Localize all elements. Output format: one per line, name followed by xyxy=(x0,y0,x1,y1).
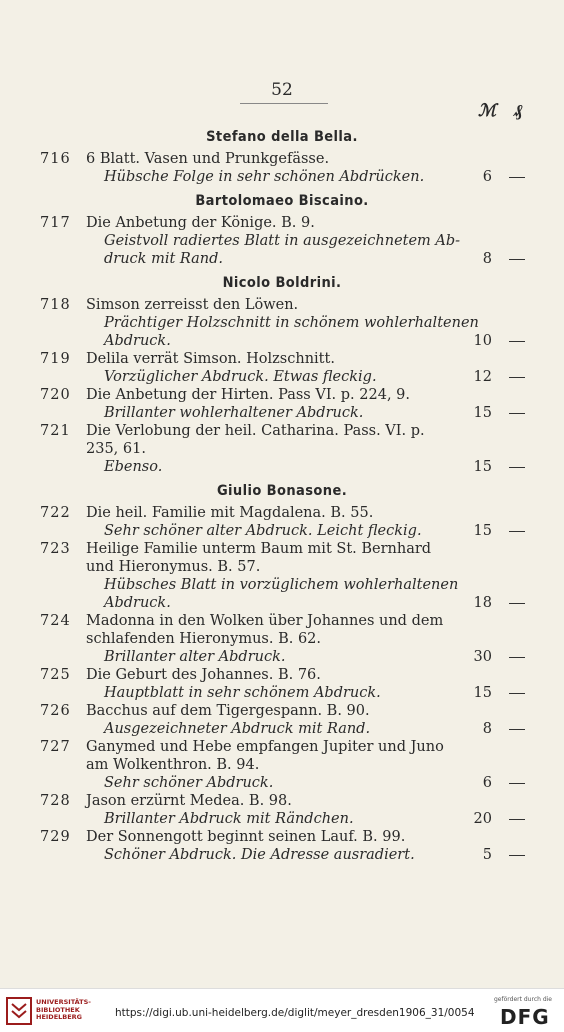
entry-line xyxy=(0,404,564,422)
price-marks: 15 xyxy=(473,459,492,475)
entry-line xyxy=(0,756,564,774)
lot-number: 727 xyxy=(40,739,71,755)
catalogue-entry xyxy=(0,792,564,828)
page-number: 52 xyxy=(271,80,293,100)
currency-mark-column-header: ℳ xyxy=(478,101,497,121)
condition-note: Prächtiger Holzschnitt in schönem wohlerhaltenen xyxy=(104,315,479,331)
condition-note: Abdruck. xyxy=(104,595,171,611)
item-description: Der Sonnengott beginnt seinen Lauf. B. 99. xyxy=(86,829,406,845)
item-description: Die Verlobung der heil. Catharina. Pass. VI. p. xyxy=(86,423,425,439)
catalogue-entry xyxy=(0,666,564,702)
item-description: Madonna in den Wolken über Johannes und dem xyxy=(86,613,444,629)
entry-line xyxy=(0,150,564,168)
lot-number: 722 xyxy=(40,505,71,521)
price-marks: 15 xyxy=(473,405,492,421)
entry-line xyxy=(0,296,564,314)
lot-number: 724 xyxy=(40,613,71,629)
item-description: Ganymed und Hebe empfangen Jupiter und Juno xyxy=(86,739,444,755)
entry-line xyxy=(0,250,564,268)
artist-heading: Bartolomaeo Biscaino. xyxy=(195,193,369,209)
price-pfennig-dash xyxy=(509,259,525,260)
catalogue-entry xyxy=(0,150,564,186)
price-marks: 8 xyxy=(482,251,492,267)
condition-note: druck mit Rand. xyxy=(104,251,224,267)
lot-number: 717 xyxy=(40,215,71,231)
catalogue-listing xyxy=(0,122,564,864)
price-pfennig-dash xyxy=(509,819,525,820)
catalogue-entry xyxy=(0,386,564,422)
price-marks: 30 xyxy=(473,649,492,665)
entry-line xyxy=(0,350,564,368)
library-name-line: BIBLIOTHEK xyxy=(36,1005,80,1014)
item-description: am Wolkenthron. B. 94. xyxy=(86,757,260,773)
entry-line xyxy=(0,594,564,612)
catalogue-entry xyxy=(0,612,564,666)
catalogue-entry xyxy=(0,296,564,350)
lot-number: 726 xyxy=(40,703,71,719)
lot-number: 720 xyxy=(40,387,71,403)
catalogue-entry xyxy=(0,828,564,864)
price-pfennig-dash xyxy=(509,603,525,604)
item-description: Heilige Familie unterm Baum mit St. Bernhard xyxy=(86,541,432,557)
entry-line xyxy=(0,458,564,476)
lot-number: 729 xyxy=(40,829,71,845)
price-pfennig-dash xyxy=(509,783,525,784)
entry-line xyxy=(0,720,564,738)
funding-note: gefördert durch die xyxy=(494,996,552,1003)
footer-bar xyxy=(0,988,564,1032)
library-name-line: UNIVERSITÄTS- xyxy=(36,998,91,1006)
lot-number: 716 xyxy=(40,151,71,167)
condition-note: Brillanter wohlerhaltener Abdruck. xyxy=(104,405,364,421)
permalink-url[interactable]: https://digi.ub.uni-heidelberg.de/diglit/meyer_dresden1906_31/0054 xyxy=(115,1007,475,1019)
price-marks: 20 xyxy=(473,811,492,827)
catalogue-entry xyxy=(0,350,564,386)
artist-heading: Giulio Bonasone. xyxy=(216,483,348,499)
catalogue-entry xyxy=(0,540,564,612)
condition-note: Ebenso. xyxy=(104,459,163,475)
lot-number: 723 xyxy=(40,541,71,557)
price-marks: 6 xyxy=(482,169,492,185)
lot-number: 719 xyxy=(40,351,71,367)
header-rule xyxy=(240,103,328,104)
price-marks: 12 xyxy=(473,369,492,385)
dfg-logo: DFG xyxy=(500,1005,550,1029)
entry-line xyxy=(0,738,564,756)
price-marks: 8 xyxy=(482,721,492,737)
currency-pfennig-column-header: ₰ xyxy=(514,101,523,121)
library-name xyxy=(36,999,91,1022)
item-description: schlafenden Hieronymus. B. 62. xyxy=(86,631,322,647)
catalogue-entry xyxy=(0,738,564,792)
condition-note: Schöner Abdruck. Die Adresse ausradiert. xyxy=(104,847,415,863)
entry-line xyxy=(0,558,564,576)
lot-number: 728 xyxy=(40,793,71,809)
entry-line xyxy=(0,828,564,846)
price-pfennig-dash xyxy=(509,467,525,468)
entry-line xyxy=(0,576,564,594)
price-pfennig-dash xyxy=(509,377,525,378)
entry-line xyxy=(0,630,564,648)
entry-line xyxy=(0,368,564,386)
price-marks: 18 xyxy=(473,595,492,611)
condition-note: Sehr schöner Abdruck. xyxy=(104,775,274,791)
condition-note: Sehr schöner alter Abdruck. Leicht fleckig. xyxy=(104,523,422,539)
price-pfennig-dash xyxy=(509,531,525,532)
entry-line xyxy=(0,332,564,350)
item-description: 6 Blatt. Vasen und Prunkgefässe. xyxy=(86,151,330,167)
condition-note: Brillanter alter Abdruck. xyxy=(104,649,286,665)
entry-line xyxy=(0,684,564,702)
entry-line xyxy=(0,504,564,522)
item-description: 235, 61. xyxy=(86,441,146,457)
condition-note: Vorzüglicher Abdruck. Etwas fleckig. xyxy=(104,369,377,385)
condition-note: Ausgezeichneter Abdruck mit Rand. xyxy=(104,721,371,737)
condition-note: Hübsche Folge in sehr schönen Abdrücken. xyxy=(104,169,425,185)
price-marks: 6 xyxy=(482,775,492,791)
artist-heading: Nicolo Boldrini. xyxy=(222,275,342,291)
entry-line xyxy=(0,422,564,440)
entry-line xyxy=(0,522,564,540)
entry-line xyxy=(0,314,564,332)
price-marks: 10 xyxy=(473,333,492,349)
lot-number: 725 xyxy=(40,667,71,683)
price-pfennig-dash xyxy=(509,413,525,414)
entry-line xyxy=(0,846,564,864)
price-pfennig-dash xyxy=(509,693,525,694)
item-description: Bacchus auf dem Tigergespann. B. 90. xyxy=(86,703,370,719)
item-description: Delila verrät Simson. Holzschnitt. xyxy=(86,351,335,367)
item-description: Simson zerreisst den Löwen. xyxy=(86,297,299,313)
price-pfennig-dash xyxy=(509,177,525,178)
catalogue-entry xyxy=(0,504,564,540)
artist-heading: Stefano della Bella. xyxy=(206,129,358,145)
entry-line xyxy=(0,168,564,186)
entry-line xyxy=(0,792,564,810)
price-marks: 5 xyxy=(482,847,492,863)
library-name-line: HEIDELBERG xyxy=(36,1013,83,1021)
price-marks: 15 xyxy=(473,685,492,701)
entry-line xyxy=(0,702,564,720)
price-pfennig-dash xyxy=(509,341,525,342)
condition-note: Hübsches Blatt in vorzüglichem wohlerhaltenen xyxy=(104,577,459,593)
price-pfennig-dash xyxy=(509,729,525,730)
condition-note: Hauptblatt in sehr schönem Abdruck. xyxy=(104,685,381,701)
entry-line xyxy=(0,774,564,792)
entry-line xyxy=(0,540,564,558)
entry-line xyxy=(0,440,564,458)
entry-line xyxy=(0,232,564,250)
price-pfennig-dash xyxy=(509,855,525,856)
price-marks: 15 xyxy=(473,523,492,539)
lot-number: 721 xyxy=(40,423,71,439)
condition-note: Brillanter Abdruck mit Rändchen. xyxy=(104,811,354,827)
library-logo-icon xyxy=(6,997,32,1025)
catalogue-entry xyxy=(0,214,564,268)
entry-line xyxy=(0,386,564,404)
item-description: Die Anbetung der Könige. B. 9. xyxy=(86,215,315,231)
condition-note: Abdruck. xyxy=(104,333,171,349)
lot-number: 718 xyxy=(40,297,71,313)
condition-note: Geistvoll radiertes Blatt in ausgezeichnetem Ab- xyxy=(104,233,461,249)
entry-line xyxy=(0,810,564,828)
price-pfennig-dash xyxy=(509,657,525,658)
item-description: Die Geburt des Johannes. B. 76. xyxy=(86,667,321,683)
entry-line xyxy=(0,214,564,232)
entry-line xyxy=(0,666,564,684)
item-description: und Hieronymus. B. 57. xyxy=(86,559,261,575)
item-description: Die Anbetung der Hirten. Pass VI. p. 224, 9. xyxy=(86,387,410,403)
entry-line xyxy=(0,612,564,630)
catalogue-entry xyxy=(0,422,564,476)
catalogue-entry xyxy=(0,702,564,738)
entry-line xyxy=(0,648,564,666)
item-description: Jason erzürnt Medea. B. 98. xyxy=(86,793,292,809)
item-description: Die heil. Familie mit Magdalena. B. 55. xyxy=(86,505,374,521)
